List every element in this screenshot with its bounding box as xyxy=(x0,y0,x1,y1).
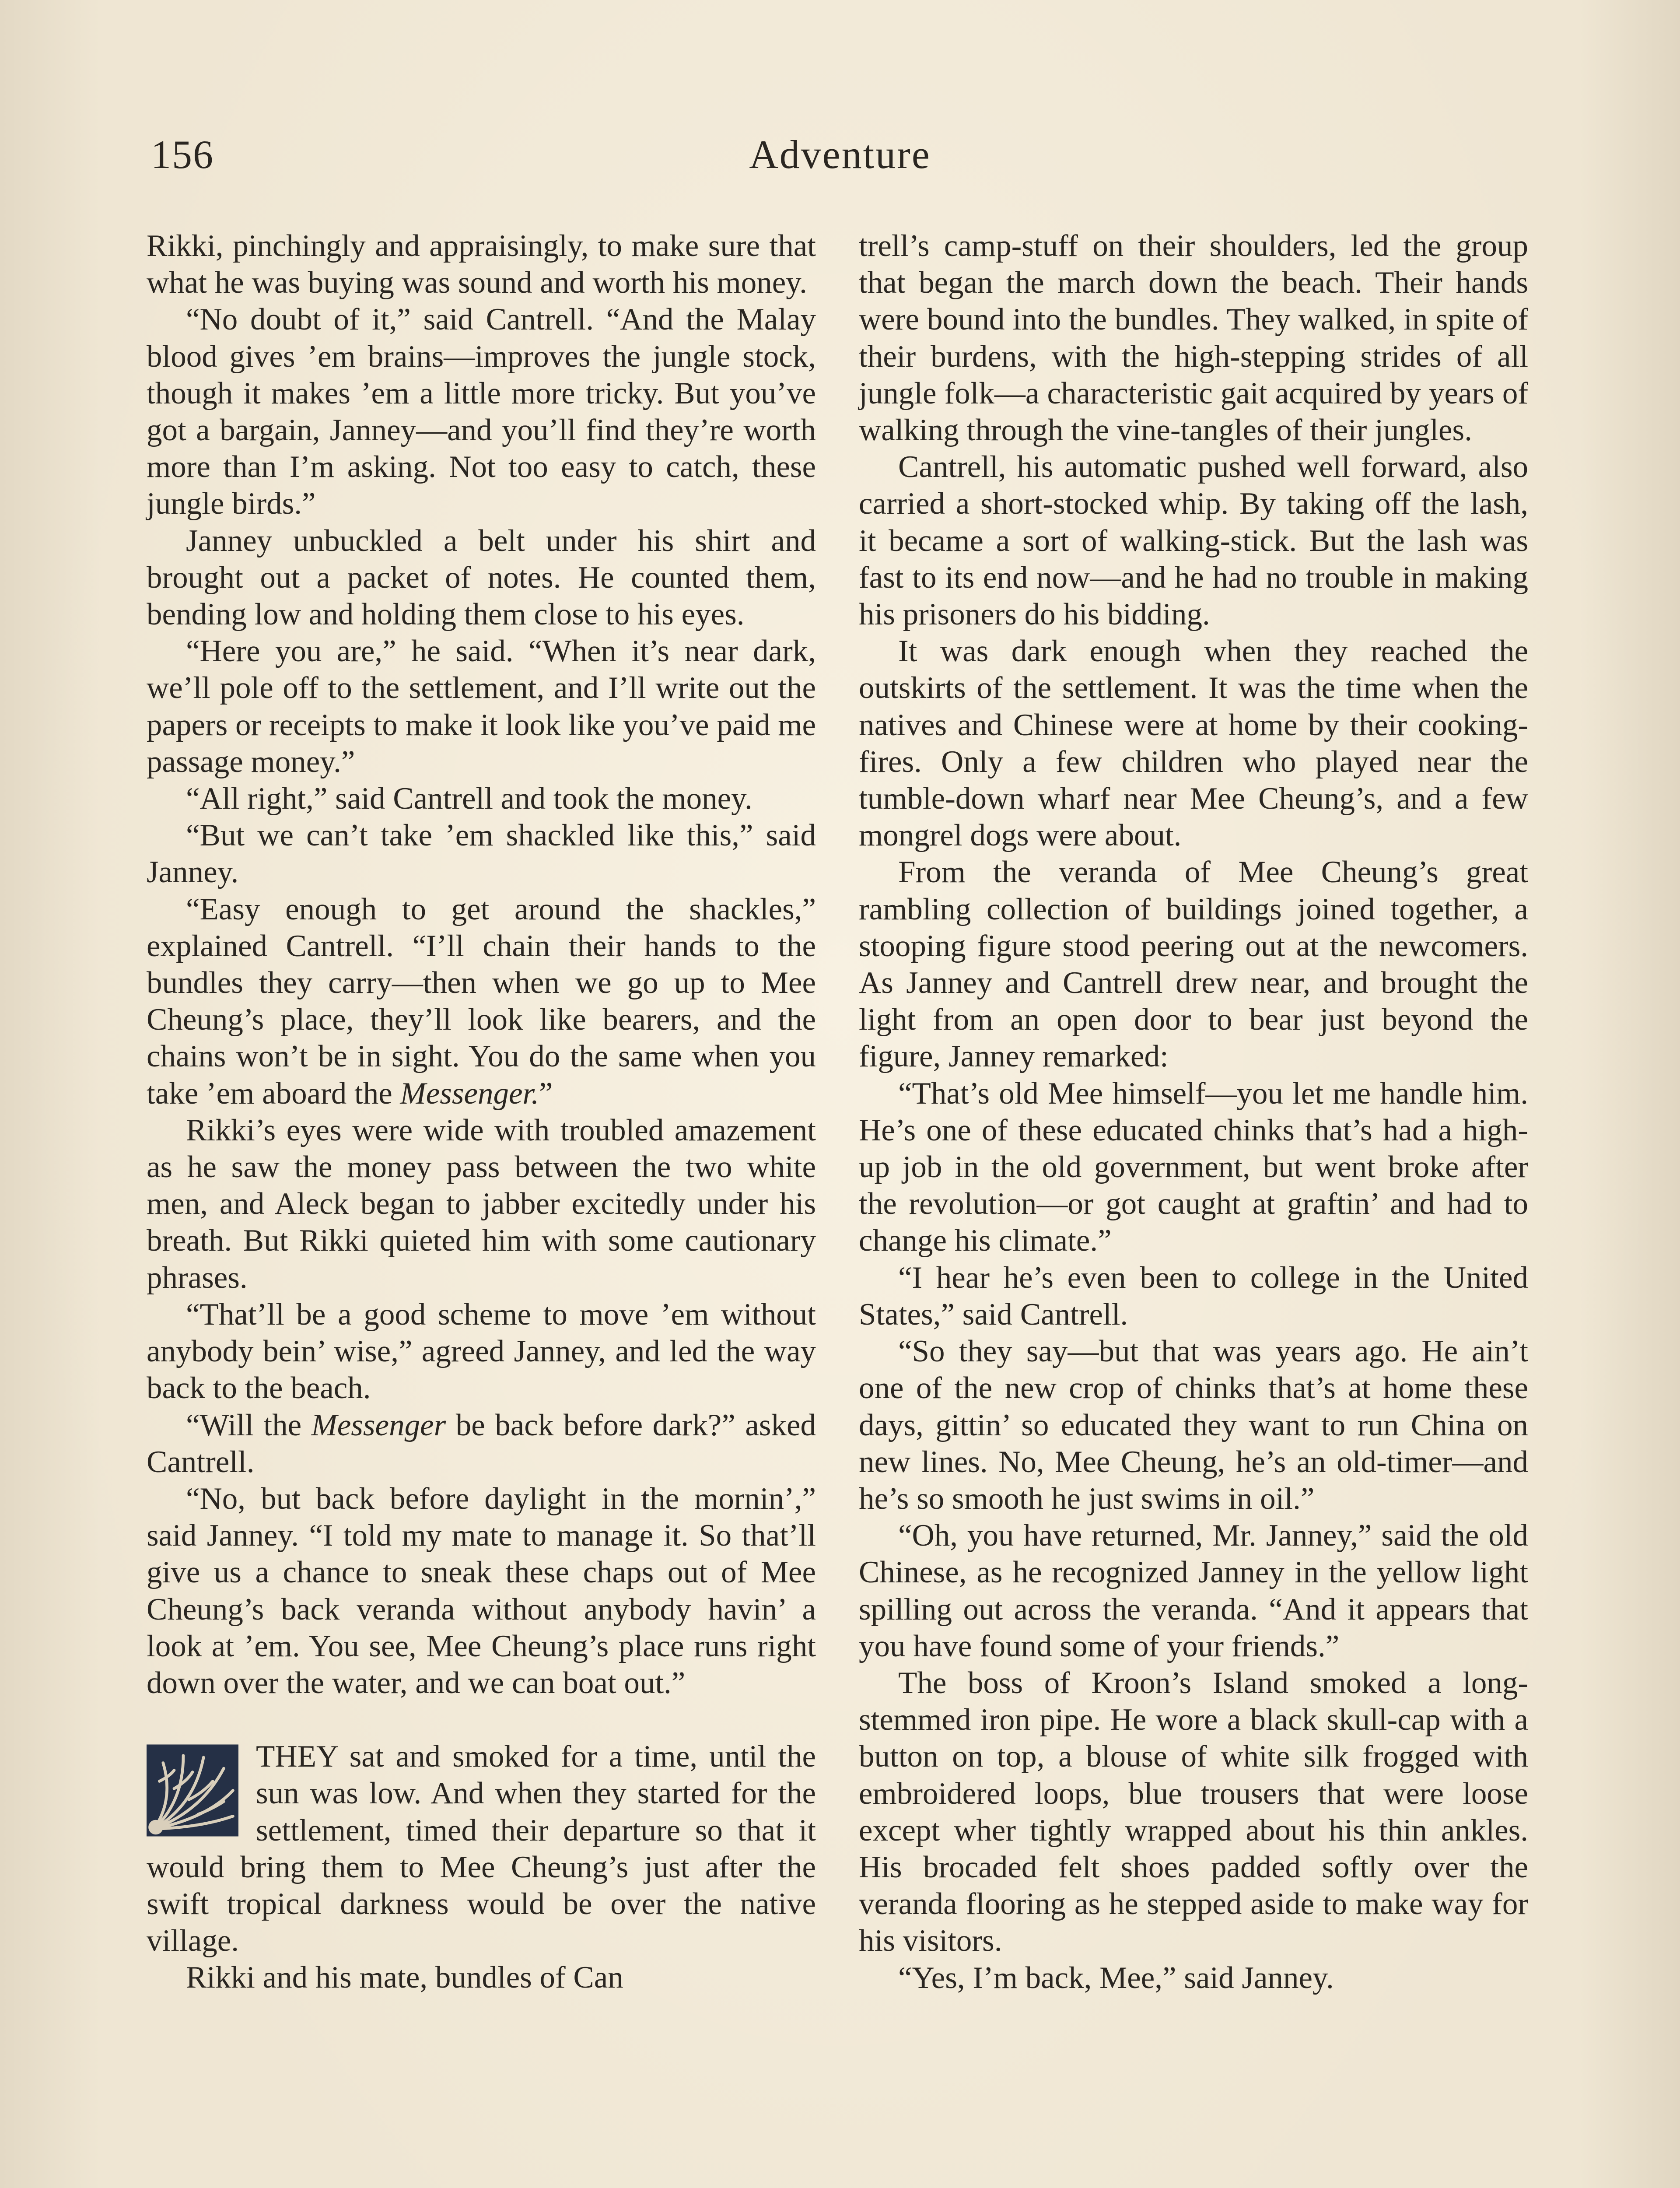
paragraph: “Yes, I’m back, Mee,” said Janney. xyxy=(898,1960,1334,1995)
paragraph: Rikki’s eyes were wide with troubled amazement as he saw the money pass between the two white men, and Aleck began to jabber excitedly under his breath. But Rikki quieted him with some cautionary phrases. xyxy=(147,1113,816,1295)
paragraph: trell’s camp-stuff on their shoulders, led the group that began the march down the beach. Their hands were bound into the bundles. They walked, in spite of their burdens, with the high-stepping strides of all jungle folk—a characteristic gait acquired by years of walking through the vine-tangles of their jungles. xyxy=(859,229,1528,448)
closing-quote: ” xyxy=(539,1076,553,1111)
paragraph: “No doubt of it,” said Cantrell. “And the Malay blood gives ’em brains—improves the jungle stock, though it makes ’em a little more tricky. But you’ve got a bargain, Janney—and you’ll find they’re worth more than I’m asking. Not too easy to catch, these jungle birds.” xyxy=(147,302,816,521)
right-column xyxy=(859,228,1528,1996)
paragraph: Rikki, pinchingly and appraisingly, to make sure that what he was buying was sound and worth his money. xyxy=(147,229,816,300)
paragraph-text: be back before dark?” asked Cantrell. xyxy=(147,1408,816,1479)
paragraph xyxy=(147,1407,816,1480)
sunburst-ornament-icon xyxy=(147,1743,238,1837)
paragraph-text: “Easy enough to get around the shackles,” explained Cantrell. “I’ll chain their hands to the bundles they carry—then when we go up to Mee Cheung’s place, they’ll look like bearers, and the chains won’t be in sight. You do the same when you take ’em aboard the xyxy=(147,892,816,1111)
paragraph: The boss of Kroon’s Island smoked a long-stemmed iron pipe. He wore a black skull-cap with a button on top, a blouse of white silk frogged with embroidered loops, blue trousers that were loose except wher tightly wrapped about his thin ankles. His brocaded felt shoes padded softly over the veranda flooring as he stepped aside to make way for his visitors. xyxy=(859,1666,1528,1958)
paragraph: “So they say—but that was years ago. He ain’t one of the new crop of chinks that’s at home these days, gittin’ so educated they want to run China on new lines. No, Mee Cheung, he’s an old-timer—and he’s so smooth he just swims in oil.” xyxy=(859,1334,1528,1516)
paragraph: It was dark enough when they reached the outskirts of the settlement. It was the time when the natives and Chinese were at home by their cooking-fires. Only a few children who played near the tumble-down wharf near Mee Cheung’s, and a few mongrel dogs were about. xyxy=(859,634,1528,853)
paragraph: Cantrell, his automatic pushed well forward, also carried a short-stocked whip. By taking off the lash, it became a sort of walking-stick. But the lash was fast to its end now—and he had no trouble in making his prisoners do his bidding. xyxy=(859,450,1528,632)
paragraph: “All right,” said Cantrell and took the money. xyxy=(186,782,752,816)
paragraph: “But we can’t take ’em shackled like this,” said Janney. xyxy=(147,818,816,890)
running-title: Adventure xyxy=(749,132,931,177)
page-number: 156 xyxy=(151,132,214,177)
paragraph: “Here you are,” he said. “When it’s near dark, we’ll pole off to the settlement, and I’ll write out the papers or receipts to make it look like you’ve paid me passage money.” xyxy=(147,634,816,779)
paragraph: Janney unbuckled a belt under his shirt and brought out a packet of notes. He counted them, bending low and holding them close to his eyes. xyxy=(147,523,816,632)
ship-name: Messenger xyxy=(311,1408,446,1442)
section-opening-paragraph xyxy=(147,1738,816,1959)
paragraph: “Oh, you have returned, Mr. Janney,” said the old Chinese, as he recognized Janney in the yellow light spilling out across the veranda. “And it appears that you have found some of your friends.” xyxy=(859,1518,1528,1663)
paragraph-text: THEY sat and smoked for a time, until the sun was low. And when they started for the settlement, timed their departure so that it would bring them to Mee Cheung’s just after the swift tropical darkness would be over the native village. xyxy=(147,1739,816,1958)
ship-name: Messenger. xyxy=(400,1076,539,1111)
paragraph-text: “Will the xyxy=(186,1408,302,1442)
left-column xyxy=(147,228,816,1996)
paragraph: “I hear he’s even been to college in the United States,” said Cantrell. xyxy=(859,1260,1528,1332)
paragraph: Rikki and his mate, bundles of Can xyxy=(186,1960,623,1995)
paragraph xyxy=(147,891,816,1112)
paragraph: “That’s old Mee himself—you let me handle him. He’s one of these educated chinks that’s had a high-up job in the old government, but went broke after the revolution—or got caught at graftin’ and had to change his climate.” xyxy=(859,1076,1528,1258)
paragraph: “No, but back before daylight in the mornin’,” said Janney. “I told my mate to manage it. So that’ll give us a chance to sneak these chaps out of Mee Cheung’s back veranda without anybody havin’ a look at ’em. You see, Mee Cheung’s place runs right down over the water, and we can boat out.” xyxy=(147,1481,816,1700)
paragraph: From the veranda of Mee Cheung’s great rambling collection of buildings joined together, a stooping figure stood peering out at the newcomers. As Janney and Cantrell drew near, and brought the light from an open door to bear just beyond the figure, Janney remarked: xyxy=(859,855,1528,1074)
paragraph: “That’ll be a good scheme to move ’em without anybody bein’ wise,” agreed Janney, and led the way back to the beach. xyxy=(147,1297,816,1406)
